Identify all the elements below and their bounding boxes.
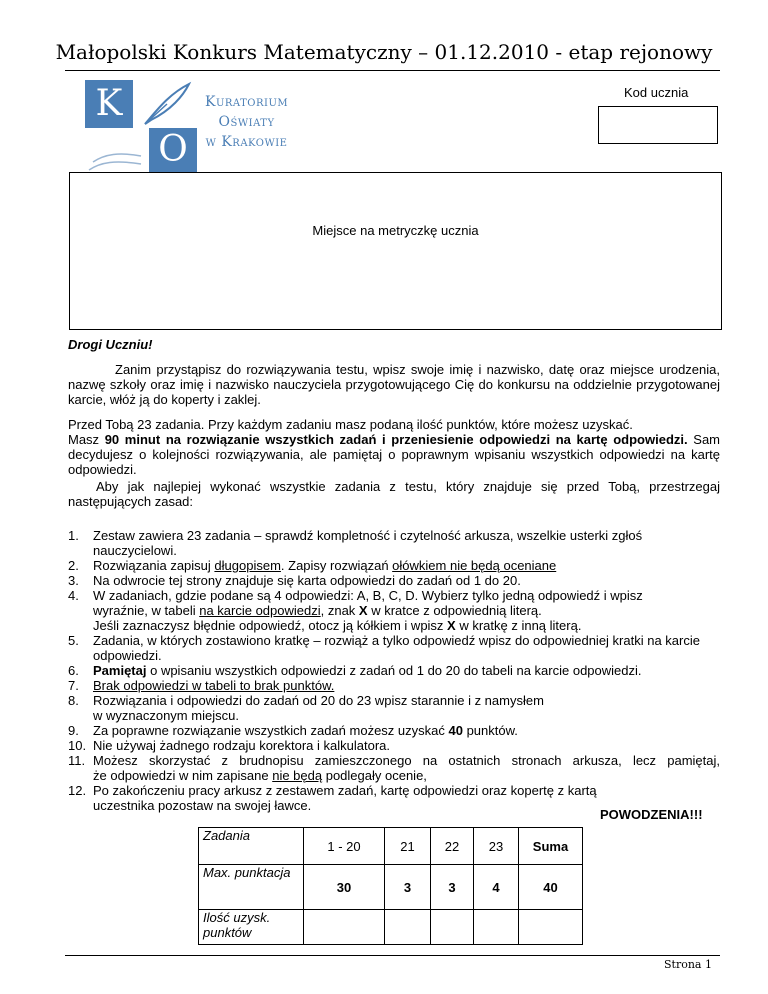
score-table-label-earned: Ilość uzysk. punktów (199, 910, 304, 945)
rule-7-text: Brak odpowiedzi w tabeli to brak punktów. (93, 678, 335, 693)
score-table-earned-cell[interactable] (385, 910, 431, 945)
rule-number: 9. (68, 723, 79, 738)
greeting: Drogi Uczniu! (68, 337, 153, 352)
logo-letter-o: O (149, 128, 197, 172)
logo-name (205, 92, 288, 152)
rule-2-pencil-warning: ołówkiem nie będą oceniane (392, 558, 557, 573)
feather-icon (137, 80, 197, 128)
score-table-max-cell: 3 (385, 865, 431, 910)
rule-item (68, 723, 720, 738)
student-code-box[interactable] (598, 106, 718, 144)
intro-p2-text-b: Masz (68, 432, 105, 447)
score-table-earned-cell[interactable] (304, 910, 385, 945)
rule-number: 2. (68, 558, 79, 573)
intro-p2-text-d: Sam decydujesz o kolejności rozwiązywania, ale pamiętaj o poprawnym wpisaniu wszystkich odpowiedzi na kartę odpowiedzi. (68, 432, 720, 477)
rule-number: 10. (68, 738, 87, 753)
intro-p2-text-a: Przed Tobą 23 zadania. Przy każdym zadaniu masz podaną ilość punktów, które możesz uzyskać. (68, 417, 633, 432)
score-table-earned-cell[interactable] (474, 910, 519, 945)
rule-11-line-2 (93, 768, 720, 783)
score-table-label-max: Max. punktacja (199, 865, 304, 910)
rule-item (68, 738, 720, 753)
score-table-max-cell: 4 (474, 865, 519, 910)
score-table-header-cell: 23 (474, 828, 519, 865)
score-table (198, 827, 583, 945)
footer-divider (65, 955, 720, 956)
score-table-row-tasks (199, 828, 583, 865)
score-table-row-max (199, 865, 583, 910)
score-table-earned-sum[interactable] (519, 910, 583, 945)
rule-4-text-g: Jeśli zaznaczysz błędnie odpowiedź, otocz ją kółkiem i wpisz (93, 618, 448, 633)
rule-6-text: o wpisaniu wszystkich odpowiedzi z zadań od 1 do 20 do tabeli na karcie odpowiedzi. (146, 663, 642, 678)
logo-line-2: Oświaty (218, 114, 275, 130)
logo-line-3: w Krakowie (205, 134, 288, 150)
header-divider (65, 70, 720, 71)
rule-number: 8. (68, 693, 79, 708)
rule-4-line-1: W zadaniach, gdzie podane są 4 odpowiedzi: A, B, C, D. Wybierz tylko jedną odpowiedź i wpisz (93, 588, 643, 603)
rule-item (68, 528, 720, 558)
score-table-max-sum: 40 (519, 865, 583, 910)
rule-item (68, 678, 720, 693)
score-table-header-cell: 1 - 20 (304, 828, 385, 865)
score-table-earned-cell[interactable] (431, 910, 474, 945)
intro-paragraph-3: Aby jak najlepiej wykonać wszystkie zadania z testu, który znajduje się przed Tobą, przestrzegaj następujących zasad: (68, 479, 720, 509)
rule-number: 12. (68, 783, 87, 798)
score-table-max-cell: 30 (304, 865, 385, 910)
rule-4-line-2 (93, 603, 720, 618)
rule-2-text-a: Rozwiązania zapisuj (93, 558, 215, 573)
rule-number: 6. (68, 663, 79, 678)
page-header-title: Małopolski Konkurs Matematyczny – 01.12.2010 - etap rejonowy (55, 40, 713, 64)
logo-letter-k: K (85, 80, 133, 128)
rule-item (68, 663, 720, 678)
rule-4-x-mark-2: X (447, 618, 456, 633)
kuratorium-logo (85, 80, 335, 175)
rule-4-text-d: , znak (320, 603, 359, 618)
score-table-header-sum: Suma (519, 828, 583, 865)
score-table-row-earned (199, 910, 583, 945)
rule-number: 5. (68, 633, 79, 648)
rule-9-max-points: 40 (448, 723, 463, 738)
score-table-max-cell: 3 (431, 865, 474, 910)
intro-paragraph-2 (68, 417, 720, 477)
rule-11-line-1: Możesz skorzystać z brudnopisu zamieszczonego na ostatnich stronach arkusza, lecz pamiętaj, (93, 753, 720, 768)
rule-5-text: Zadania, w których zostawiono kratkę – rozwiąż a tylko odpowiedź wpisz do odpowiedniej kratki na karcie odpowiedzi. (93, 633, 700, 663)
rule-6-remember: Pamiętaj (93, 663, 147, 678)
rule-number: 7. (68, 678, 79, 693)
student-code-label: Kod ucznia (624, 85, 689, 100)
rule-3-text: Na odwrocie tej strony znajduje się karta odpowiedzi do zadań od 1 do 20. (93, 573, 521, 588)
rule-item (68, 693, 720, 723)
rule-number: 4. (68, 588, 79, 603)
student-id-area-label: Miejsce na metryczkę ucznia (312, 223, 479, 238)
rule-4-text-i: w kratkę z inną literą. (455, 618, 582, 633)
rule-number: 11. (68, 753, 86, 768)
rule-item (68, 573, 720, 588)
rule-10-text: Nie używaj żadnego rodzaju korektora i kalkulatora. (93, 738, 390, 753)
rule-9-text-a: Za poprawne rozwiązanie wszystkich zadań możesz uzyskać (93, 723, 449, 738)
score-table-header-cell: 22 (431, 828, 474, 865)
rule-12-line-2: uczestnika pozostaw na swojej ławce. (93, 798, 312, 813)
student-id-area (69, 172, 722, 330)
rule-2-text-c: . Zapisy rozwiązań (280, 558, 393, 573)
rule-number: 1. (68, 528, 79, 543)
rule-11-text-b: że odpowiedzi w nim zapisane (93, 768, 273, 783)
rule-9-text-c: punktów. (462, 723, 518, 738)
rule-8-line-1: Rozwiązania i odpowiedzi do zadań od 20 do 23 wpisz starannie i z namysłem (93, 693, 544, 708)
rule-4-text-f: w kratce z odpowiednią literą. (367, 603, 542, 618)
rules-list (68, 528, 720, 813)
intro-p2-time-rule: 90 minut na rozwiązanie wszystkich zadań i przeniesienie odpowiedzi na kartę odpowiedzi. (104, 432, 688, 447)
rule-8-line-2: w wyznaczonym miejscu. (93, 708, 239, 723)
rule-4-line-3 (93, 618, 720, 633)
rule-number: 3. (68, 573, 79, 588)
rule-2-pen: długopisem (214, 558, 281, 573)
rule-item (68, 753, 720, 783)
open-book-icon (85, 130, 145, 174)
score-table-label-tasks: Zadania (199, 828, 304, 865)
score-table-header-cell: 21 (385, 828, 431, 865)
good-luck-text: POWODZENIA!!! (600, 807, 703, 822)
page-number: Strona 1 (664, 958, 712, 971)
rule-item (68, 558, 720, 573)
rule-4-x-mark: X (358, 603, 368, 618)
rule-12-line-1: Po zakończeniu pracy arkusz z zestawem zadań, kartę odpowiedzi oraz kopertę z kartą (93, 783, 597, 798)
rule-item (68, 588, 720, 633)
rule-1-text: Zestaw zawiera 23 zadania – sprawdź kompletność i czytelność arkusza, wszelkie usterki zgłoś nauczycielowi. (93, 528, 643, 558)
rule-item (68, 633, 720, 663)
rule-11-text-d: podlegały ocenie, (322, 768, 427, 783)
logo-line-1: Kuratorium (205, 94, 289, 110)
rule-4-answer-card: na karcie odpowiedzi (199, 603, 321, 618)
rule-4-text-b: wyraźnie, w tabeli (93, 603, 200, 618)
rule-11-not-graded: nie będą (272, 768, 323, 783)
intro-paragraph-1: Zanim przystąpisz do rozwiązywania testu, wpisz swoje imię i nazwisko, datę oraz miejsce urodzenia, nazwę szkoły oraz imię i nazwisko nauczyciela przygotowującego Cię do konkursu na oddzielnie przygotowanej karcie, włóż ją do koperty i zaklej. (68, 362, 720, 407)
